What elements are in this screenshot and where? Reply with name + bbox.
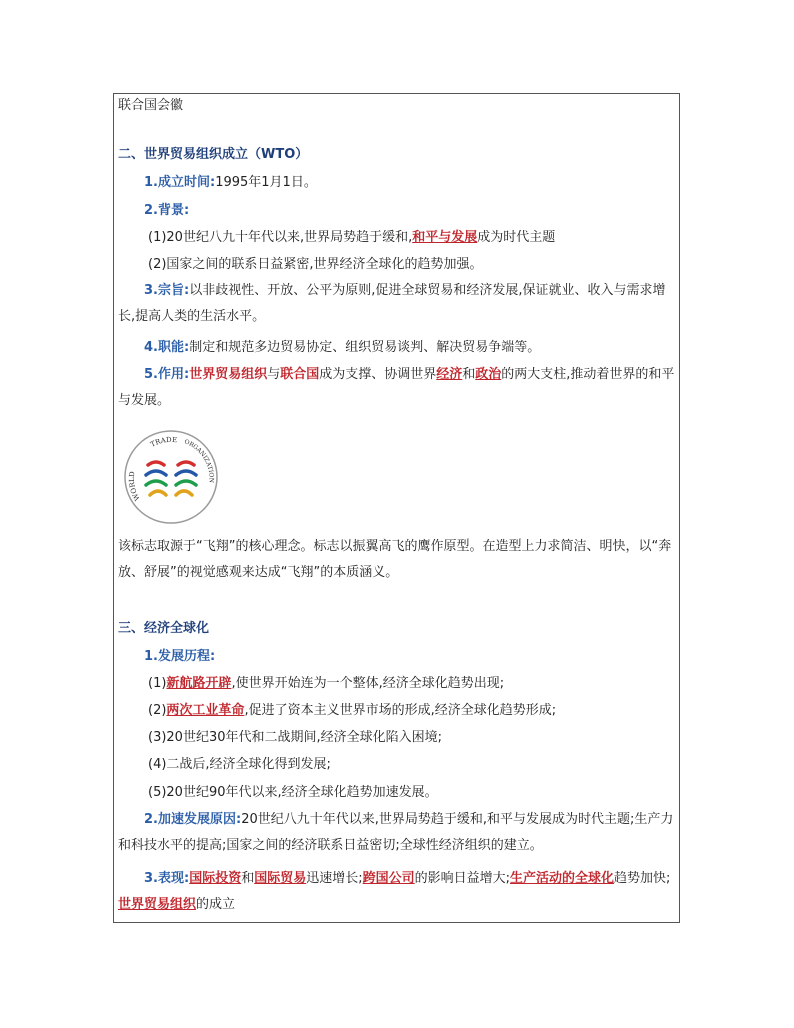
logo-description: 该标志取源于“飞翔”的核心理念。标志以振翼高飞的鹰作原型。在造型上力求简洁、明快，以“奔放、舒展”的视觉感观来达成“飞翔”的本质涵义。 xyxy=(118,539,672,580)
text: 的影响日益增大; xyxy=(414,871,511,886)
background-item-2: (2)国家之间的联系日益紧密,世界经济全球化的趋势加强。 xyxy=(148,257,483,272)
content-table-cell xyxy=(113,93,680,923)
text: 成为支撑、协调世界 xyxy=(319,367,437,382)
text: (2) xyxy=(148,703,167,718)
role-paragraph xyxy=(118,362,675,414)
emphasis: 世界贸易组织 xyxy=(118,897,197,912)
label: 5.作用: xyxy=(144,367,190,382)
emphasis: 国际投资 xyxy=(189,871,242,886)
text: ,使世界开始连为一个整体,经济全球化趋势出现; xyxy=(231,676,505,691)
text: ,促进了资本主义世界市场的形成,经济全球化趋势形成; xyxy=(244,703,557,718)
history-item-1 xyxy=(118,674,675,694)
emphasis: 世界贸易组织 xyxy=(189,367,268,382)
text: 的成立 xyxy=(196,897,236,912)
background-item-1 xyxy=(118,228,675,248)
logo-word-world: WORLD xyxy=(127,471,142,502)
purpose-paragraph xyxy=(118,278,675,330)
emphasis: 跨国公司 xyxy=(362,871,415,886)
wto-logo-icon xyxy=(118,429,224,525)
label: 1.成立时间: xyxy=(144,175,216,190)
label: 3.宗旨: xyxy=(144,283,190,298)
text: 20世纪八九十年代以来,世界局势趋于缓和,和平与发展成为时代主题;生产力和科技水平的提高;国家之间的经济联系日益密切;全球性经济组织的建立。 xyxy=(118,812,674,853)
emphasis: 联合国 xyxy=(280,367,320,382)
section-2-title: 二、世界贸易组织成立（WTO） xyxy=(118,147,309,162)
text: 1995年1月1日。 xyxy=(215,175,317,190)
text: 的两大支柱,推动着世界的和平与发展。 xyxy=(118,367,675,408)
text: 以非歧视性、开放、公平为原则,促进全球贸易和经济发展,保证就业、收入与需求增长,提高人类的生活水平。 xyxy=(118,283,666,324)
emphasis: 经济 xyxy=(436,367,463,382)
founding-time xyxy=(118,173,675,193)
history-item-5: (5)20世纪90年代以来,经济全球化趋势加速发展。 xyxy=(148,785,438,800)
background-label: 2.背景: xyxy=(144,203,190,218)
emphasis: 新航路开辟 xyxy=(166,676,232,691)
text: (1)20世纪八九十年代以来,世界局势趋于缓和, xyxy=(148,230,413,245)
section-3-title: 三、经济全球化 xyxy=(118,621,210,636)
text: (1) xyxy=(148,676,167,691)
emphasis: 生产活动的全球化 xyxy=(510,871,615,886)
acceleration-reasons xyxy=(118,807,675,859)
emphasis: 政治 xyxy=(475,367,502,382)
top-note: 联合国会徽 xyxy=(118,98,184,113)
history-label: 1.发展历程: xyxy=(144,649,216,664)
history-item-3: (3)20世纪30年代和二战期间,经济全球化陷入困境; xyxy=(148,730,443,745)
logo-word-trade: TRADE xyxy=(149,435,178,449)
label: 2.加速发展原因: xyxy=(144,812,242,827)
label: 3.表现: xyxy=(144,871,190,886)
text: 制定和规范多边贸易协定、组织贸易谈判、解决贸易争端等。 xyxy=(189,340,541,355)
logo-word-organization: ORGANIZATION xyxy=(183,438,215,484)
function-paragraph xyxy=(118,338,675,358)
text: 与 xyxy=(267,367,281,382)
manifestation-paragraph xyxy=(118,866,675,918)
history-item-2 xyxy=(118,701,675,721)
text: 成为时代主题 xyxy=(477,230,556,245)
text: 和 xyxy=(462,367,476,382)
emphasis: 两次工业革命 xyxy=(166,703,245,718)
history-item-4: (4)二战后,经济全球化得到发展; xyxy=(148,757,331,772)
text: 迅速增长; xyxy=(306,871,363,886)
text: 和 xyxy=(241,871,255,886)
emphasis: 和平与发展 xyxy=(412,230,478,245)
text: 趋势加快; xyxy=(614,871,671,886)
label: 4.职能: xyxy=(144,340,190,355)
emphasis: 国际贸易 xyxy=(254,871,307,886)
